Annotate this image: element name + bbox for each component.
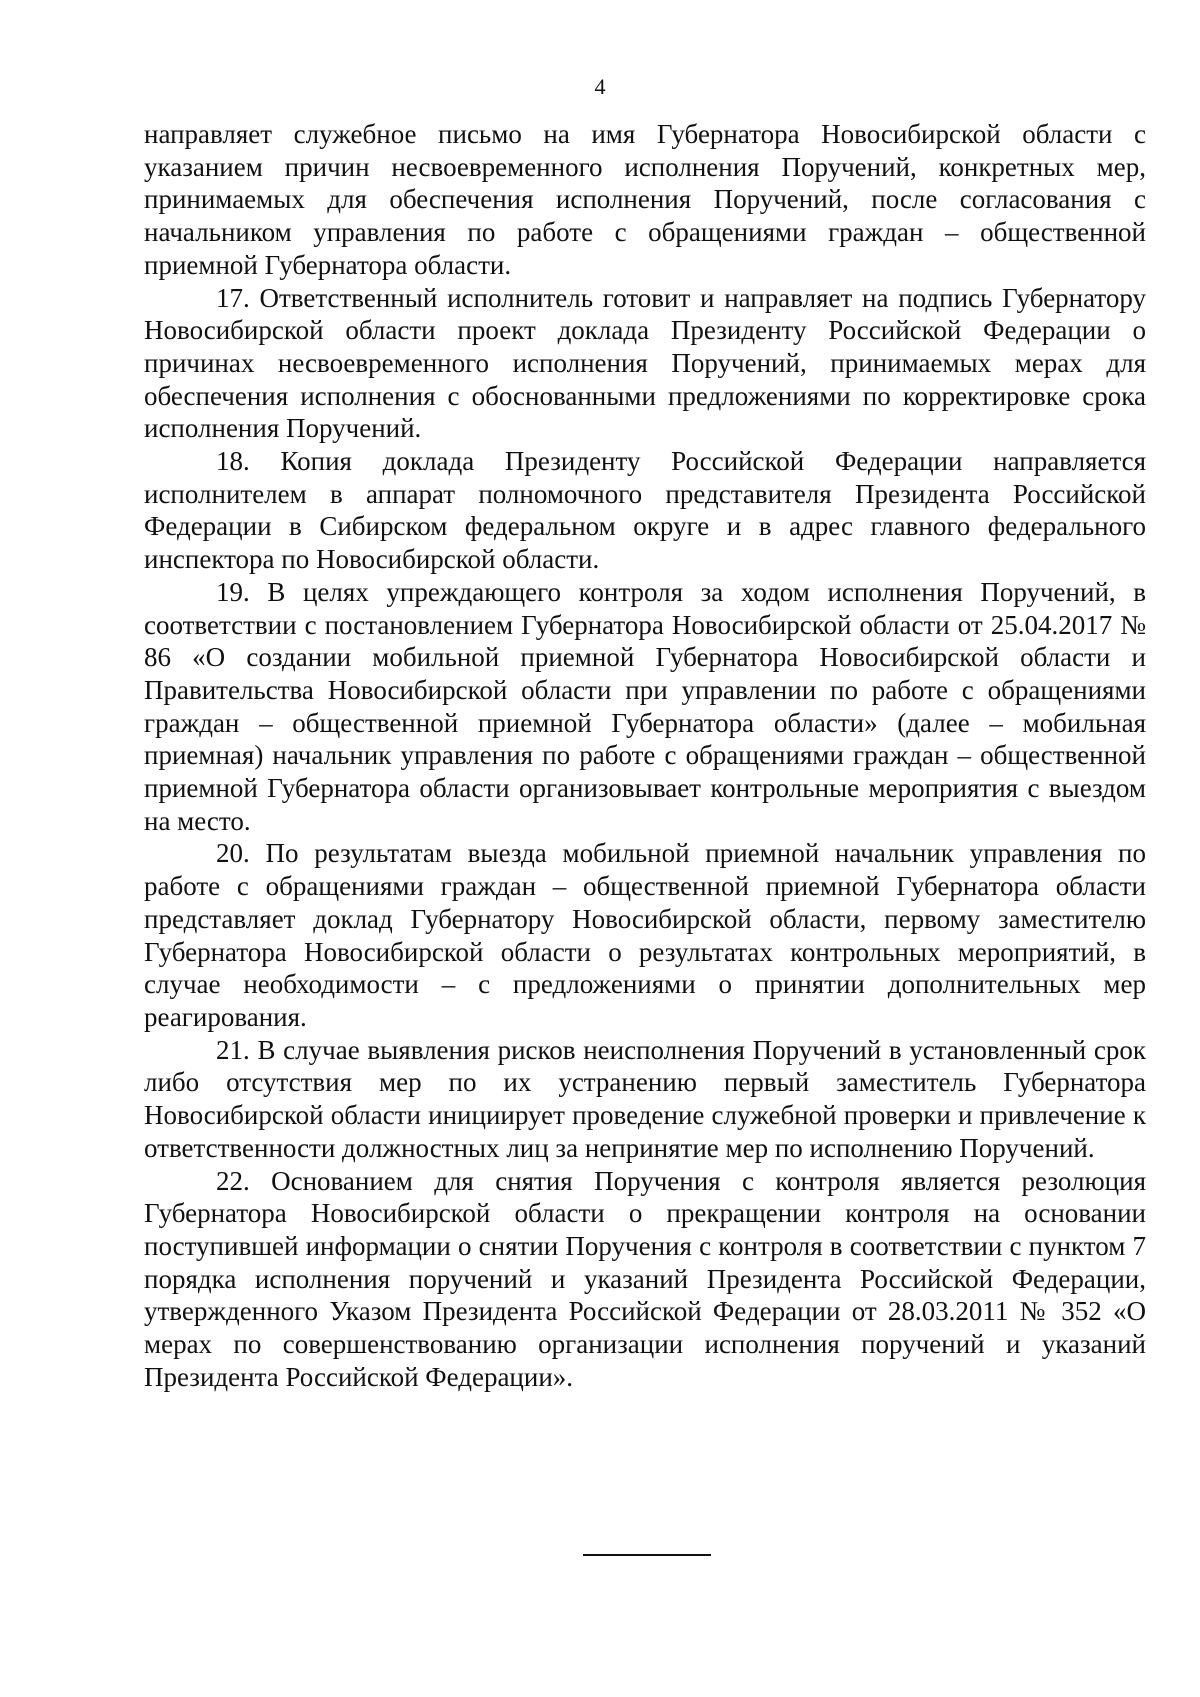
paragraph-20: 20. По результатам выезда мобильной приемной начальник управления по работе с обращениями граждан – общественной приемной Губернатора области представляет доклад Губернатору Новосибирской области, первому заместителю Губернатора Новосибирской области о результатах контрольных мероприятий, в случае необходимости – с предложениями о принятии дополнительных мер реагирования. bbox=[144, 838, 1146, 1032]
paragraph-19: 19. В целях упреждающего контроля за ходом исполнения Поручений, в соответствии с постановлением Губернатора Новосибирской области от 25.04.2017 № 86 «О создании мобильной приемной Губернатора Новосибирской области и Правительства Новосибирской области при управлении по работе с обращениями граждан – общественной приемной Губернатора области» (далее – мобильная приемная) начальник управления по работе с обращениями граждан – общественной приемной Губернатора области организовывает контрольные мероприятия с выездом на место. bbox=[144, 576, 1146, 836]
document-body bbox=[144, 118, 1146, 1393]
paragraph-22: 22. Основанием для снятия Поручения с контроля является резолюция Губернатора Новосибирской области о прекращении контроля на основании поступившей информации о снятии Поручения с контроля в соответствии с пунктом 7 порядка исполнения поручений и указаний Президента Российской Федерации, утвержденного Указом Президента Российской Федерации от 28.03.2011 № 352 «О мерах по совершенствованию организации исполнения поручений и указаний Президента Российской Федерации». bbox=[144, 1165, 1146, 1392]
end-of-document-rule bbox=[583, 1554, 711, 1556]
paragraph-continuation: направляет служебное письмо на имя Губернатора Новосибирской области с указанием причин несвоевременного исполнения Поручений, конкретных мер, принимаемых для обеспечения исполнения Поручений, после согласования с начальником управления по работе с обращениями граждан – общественной приемной Губернатора области. bbox=[144, 119, 1146, 280]
paragraph-18: 18. Копия доклада Президенту Российской Федерации направляется исполнителем в аппарат полномочного представителя Президента Российской Федерации в Сибирском федеральном округе и в адрес главного федерального инспектора по Новосибирской области. bbox=[144, 446, 1146, 575]
paragraph-21: 21. В случае выявления рисков неисполнения Поручений в установленный срок либо отсутствия мер по их устранению первый заместитель Губернатора Новосибирской области инициирует проведение служебной проверки и привлечение к ответственности должностных лиц за непринятие мер по исполнению Поручений. bbox=[144, 1034, 1146, 1163]
page-number: 4 bbox=[594, 74, 606, 99]
paragraph-17: 17. Ответственный исполнитель готовит и направляет на подпись Губернатору Новосибирской области проект доклада Президенту Российской Федерации о причинах несвоевременного исполнения Поручений, принимаемых мерах для обеспечения исполнения с обоснованными предложениями по корректировке срока исполнения Поручений. bbox=[144, 282, 1146, 444]
